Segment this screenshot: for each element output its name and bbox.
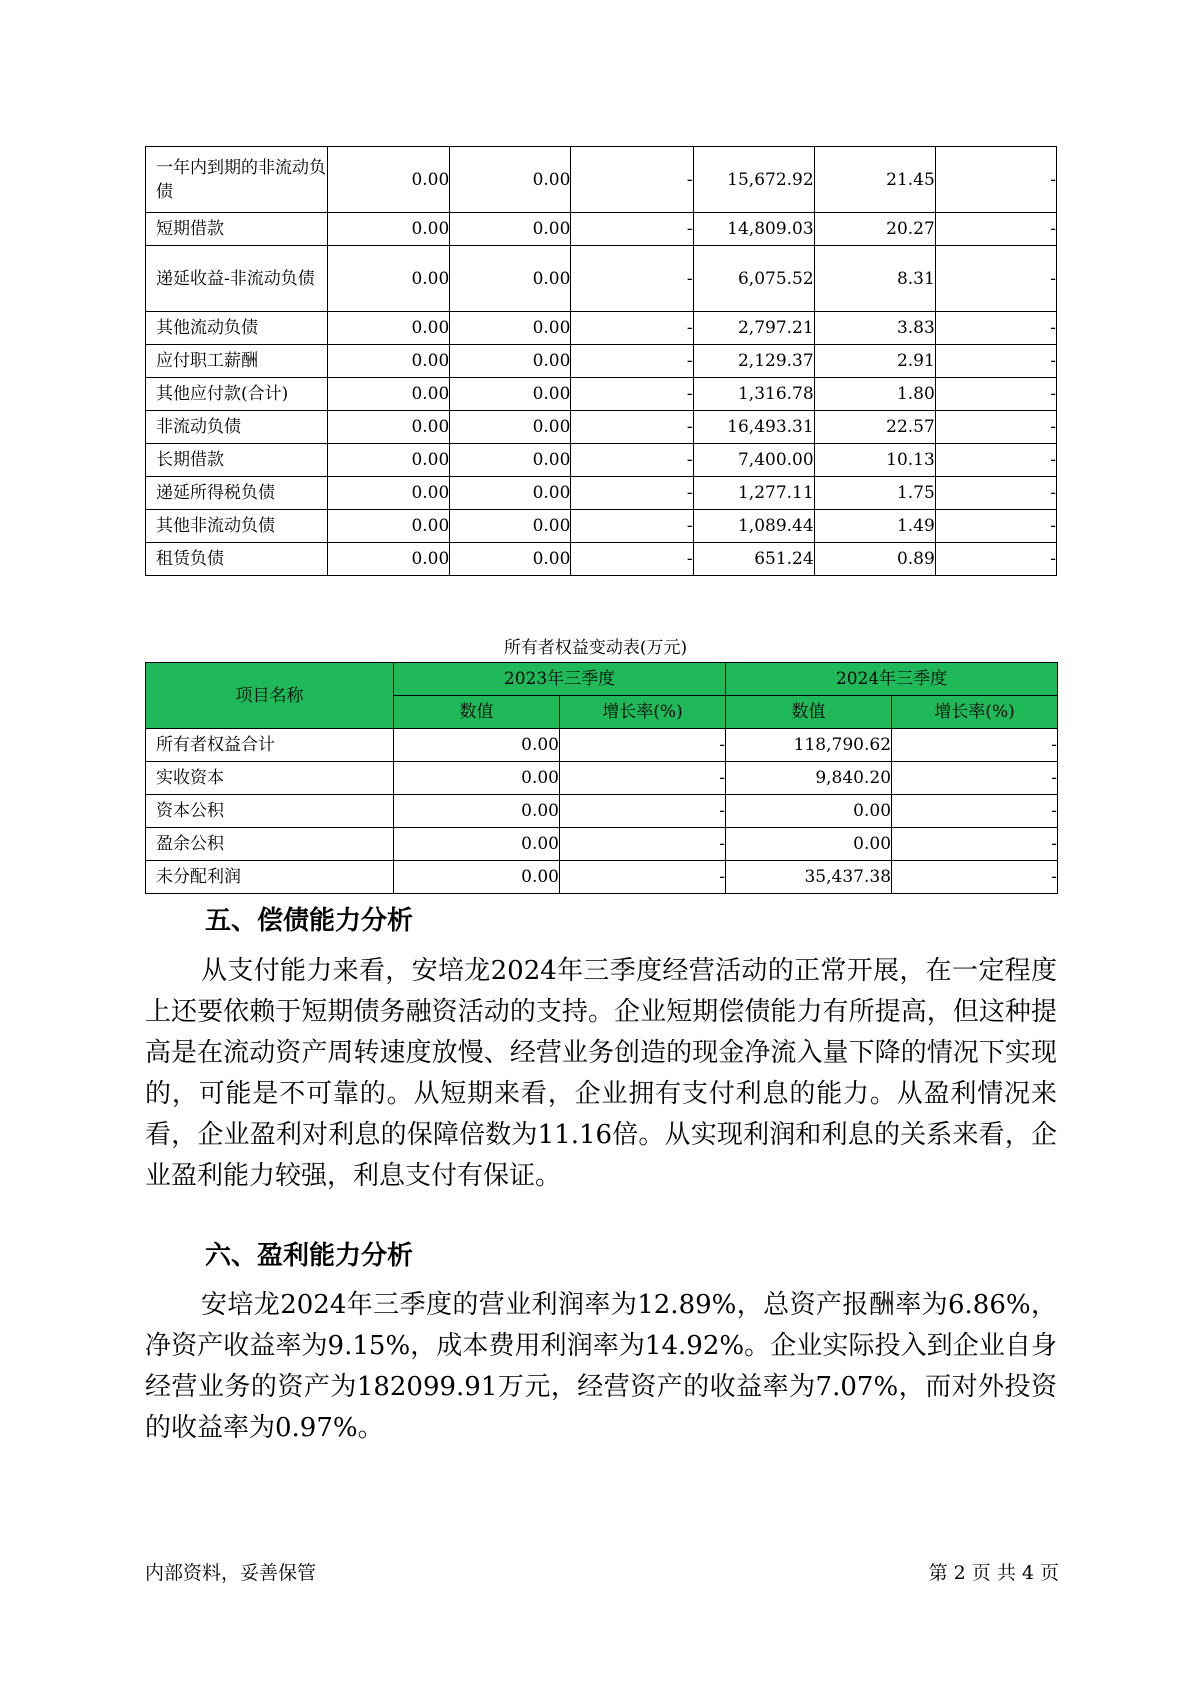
liability-cell-v2023: 0.00: [328, 477, 450, 510]
liability-cell-name: 短期借款: [146, 213, 328, 246]
liability-cell-c2023: -: [571, 510, 693, 543]
liability-cell-v2023: 0.00: [328, 378, 450, 411]
equity-cell-c2024: -: [892, 861, 1058, 894]
liability-cell-g2024: 2.91: [814, 345, 935, 378]
equity-cell-v2024: 0.00: [726, 828, 892, 861]
equity-cell-c2024: -: [892, 762, 1058, 795]
footer-page-number: 第 2 页 共 4 页: [928, 1562, 1059, 1584]
liability-cell-v2024: 15,672.92: [693, 147, 814, 213]
equity-cell-c2023: -: [560, 828, 726, 861]
liability-cell-g2024: 22.57: [814, 411, 935, 444]
liability-cell-name: 非流动负债: [146, 411, 328, 444]
liability-cell-v2023: 0.00: [328, 246, 450, 312]
liability-cell-g2024: 3.83: [814, 312, 935, 345]
liability-cell-g2024: 1.75: [814, 477, 935, 510]
section6-heading: 六、盈利能力分析: [205, 1241, 414, 1271]
equity-cell-c2023: -: [560, 729, 726, 762]
equity-cell-v2023: 0.00: [394, 795, 560, 828]
equity-cell-v2024: 35,437.38: [726, 861, 892, 894]
liability-row: [146, 345, 1057, 378]
equity-row: [146, 729, 1058, 762]
equity-cell-v2024: 0.00: [726, 795, 892, 828]
liability-cell-v2024: 1,277.11: [693, 477, 814, 510]
liability-cell-c2024: -: [935, 477, 1056, 510]
header-growth-2024: 增长率(%): [892, 696, 1058, 729]
equity-cell-c2023: -: [560, 861, 726, 894]
liability-cell-c2024: -: [935, 543, 1056, 576]
liability-cell-g2023: 0.00: [450, 510, 571, 543]
liability-cell-name: 应付职工薪酬: [146, 345, 328, 378]
liability-cell-c2024: -: [935, 411, 1056, 444]
liability-cell-c2024: -: [935, 147, 1056, 213]
liability-cell-g2023: 0.00: [450, 378, 571, 411]
liability-cell-c2024: -: [935, 378, 1056, 411]
liability-cell-v2023: 0.00: [328, 213, 450, 246]
equity-cell-c2024: -: [892, 795, 1058, 828]
header-item-name: 项目名称: [146, 663, 394, 729]
liability-row: [146, 411, 1057, 444]
liability-cell-v2024: 14,809.03: [693, 213, 814, 246]
header-value-2024: 数值: [726, 696, 892, 729]
liability-row: [146, 543, 1057, 576]
section5-paragraph: 从支付能力来看，安培龙2024年三季度经营活动的正常开展，在一定程度上还要依赖于短期债务融资活动的支持。企业短期偿债能力有所提高，但这种提高是在流动资产周转速度放慢、经营业务创造的现金净流入量下降的情况下实现的，可能是不可靠的。从短期来看，企业拥有支付利息的能力。从盈利情况来看，企业盈利对利息的保障倍数为11.16倍。从实现利润和利息的关系来看，企业盈利能力较强，利息支付有保证。: [145, 956, 1057, 1191]
liability-cell-name: 递延所得税负债: [146, 477, 328, 510]
liability-cell-name: 其他非流动负债: [146, 510, 328, 543]
liability-cell-v2024: 1,089.44: [693, 510, 814, 543]
liability-cell-v2024: 651.24: [693, 543, 814, 576]
liability-cell-name: 其他应付款(合计): [146, 378, 328, 411]
liability-cell-v2023: 0.00: [328, 510, 450, 543]
liability-cell-c2023: -: [571, 444, 693, 477]
equity-cell-v2024: 9,840.20: [726, 762, 892, 795]
liability-cell-v2024: 16,493.31: [693, 411, 814, 444]
liability-cell-v2024: 7,400.00: [693, 444, 814, 477]
liability-row: [146, 510, 1057, 543]
equity-table: [145, 662, 1058, 894]
liability-row: [146, 213, 1057, 246]
liability-cell-v2023: 0.00: [328, 345, 450, 378]
liability-cell-c2023: -: [571, 477, 693, 510]
liability-cell-g2023: 0.00: [450, 477, 571, 510]
liability-cell-v2023: 0.00: [328, 444, 450, 477]
liability-cell-g2024: 0.89: [814, 543, 935, 576]
liability-cell-v2024: 6,075.52: [693, 246, 814, 312]
header-period-2023: 2023年三季度: [394, 663, 726, 696]
liability-cell-g2024: 8.31: [814, 246, 935, 312]
liability-cell-g2024: 21.45: [814, 147, 935, 213]
liability-cell-c2023: -: [571, 213, 693, 246]
liability-cell-c2023: -: [571, 312, 693, 345]
liability-cell-c2023: -: [571, 246, 693, 312]
liability-row: [146, 477, 1057, 510]
footer-confidential: 内部资料，妥善保管: [145, 1562, 317, 1584]
liability-cell-g2023: 0.00: [450, 147, 571, 213]
header-period-2024: 2024年三季度: [726, 663, 1058, 696]
liability-cell-g2024: 1.80: [814, 378, 935, 411]
liability-cell-c2023: -: [571, 378, 693, 411]
liability-cell-c2024: -: [935, 246, 1056, 312]
equity-header-row-1: [146, 663, 1058, 696]
section5-heading: 五、偿债能力分析: [205, 906, 414, 936]
header-growth-2023: 增长率(%): [560, 696, 726, 729]
equity-row: [146, 795, 1058, 828]
liability-row: [146, 312, 1057, 345]
liability-cell-v2024: 1,316.78: [693, 378, 814, 411]
liability-row: [146, 378, 1057, 411]
equity-cell-c2024: -: [892, 828, 1058, 861]
liability-cell-g2024: 20.27: [814, 213, 935, 246]
equity-row: [146, 861, 1058, 894]
equity-table-caption: 所有者权益变动表(万元): [503, 638, 688, 658]
equity-cell-c2024: -: [892, 729, 1058, 762]
equity-row: [146, 762, 1058, 795]
equity-cell-v2023: 0.00: [394, 762, 560, 795]
liability-cell-c2024: -: [935, 444, 1056, 477]
liability-cell-g2024: 1.49: [814, 510, 935, 543]
liability-cell-g2024: 10.13: [814, 444, 935, 477]
equity-cell-name: 未分配利润: [146, 861, 394, 894]
liability-cell-name: 长期借款: [146, 444, 328, 477]
liability-cell-name: 递延收益-非流动负债: [146, 246, 328, 312]
equity-cell-c2023: -: [560, 795, 726, 828]
liabilities-table: [145, 146, 1057, 576]
equity-cell-name: 资本公积: [146, 795, 394, 828]
equity-cell-name: 实收资本: [146, 762, 394, 795]
liability-cell-name: 其他流动负债: [146, 312, 328, 345]
liability-cell-g2023: 0.00: [450, 345, 571, 378]
equity-cell-v2024: 118,790.62: [726, 729, 892, 762]
section6-paragraph: 安培龙2024年三季度的营业利润率为12.89%，总资产报酬率为6.86%，净资产收益率为9.15%，成本费用利润率为14.92%。企业实际投入到企业自身经营业务的资产为182099.91万元，经营资产的收益率为7.07%，而对外投资的收益率为0.97%。: [145, 1290, 1057, 1443]
equity-cell-name: 盈余公积: [146, 828, 394, 861]
liability-cell-g2023: 0.00: [450, 444, 571, 477]
equity-cell-v2023: 0.00: [394, 861, 560, 894]
liability-cell-v2023: 0.00: [328, 147, 450, 213]
liability-cell-g2023: 0.00: [450, 411, 571, 444]
liability-cell-v2023: 0.00: [328, 312, 450, 345]
liability-cell-c2023: -: [571, 411, 693, 444]
liability-cell-name: 一年内到期的非流动负债: [146, 147, 328, 213]
liability-cell-g2023: 0.00: [450, 312, 571, 345]
equity-row: [146, 828, 1058, 861]
liability-cell-c2023: -: [571, 147, 693, 213]
liability-cell-c2023: -: [571, 345, 693, 378]
liability-cell-c2024: -: [935, 510, 1056, 543]
liability-cell-v2023: 0.00: [328, 543, 450, 576]
liability-row: [146, 444, 1057, 477]
liability-cell-c2024: -: [935, 213, 1056, 246]
liability-row: [146, 147, 1057, 213]
header-value-2023: 数值: [394, 696, 560, 729]
liability-cell-c2024: -: [935, 345, 1056, 378]
liability-cell-g2023: 0.00: [450, 246, 571, 312]
liability-cell-name: 租赁负债: [146, 543, 328, 576]
liability-cell-g2023: 0.00: [450, 543, 571, 576]
equity-cell-name: 所有者权益合计: [146, 729, 394, 762]
liability-cell-c2024: -: [935, 312, 1056, 345]
liability-cell-v2024: 2,797.21: [693, 312, 814, 345]
liability-cell-c2023: -: [571, 543, 693, 576]
liability-row: [146, 246, 1057, 312]
equity-cell-c2023: -: [560, 762, 726, 795]
equity-cell-v2023: 0.00: [394, 828, 560, 861]
equity-cell-v2023: 0.00: [394, 729, 560, 762]
liability-cell-g2023: 0.00: [450, 213, 571, 246]
liability-cell-v2023: 0.00: [328, 411, 450, 444]
liability-cell-v2024: 2,129.37: [693, 345, 814, 378]
